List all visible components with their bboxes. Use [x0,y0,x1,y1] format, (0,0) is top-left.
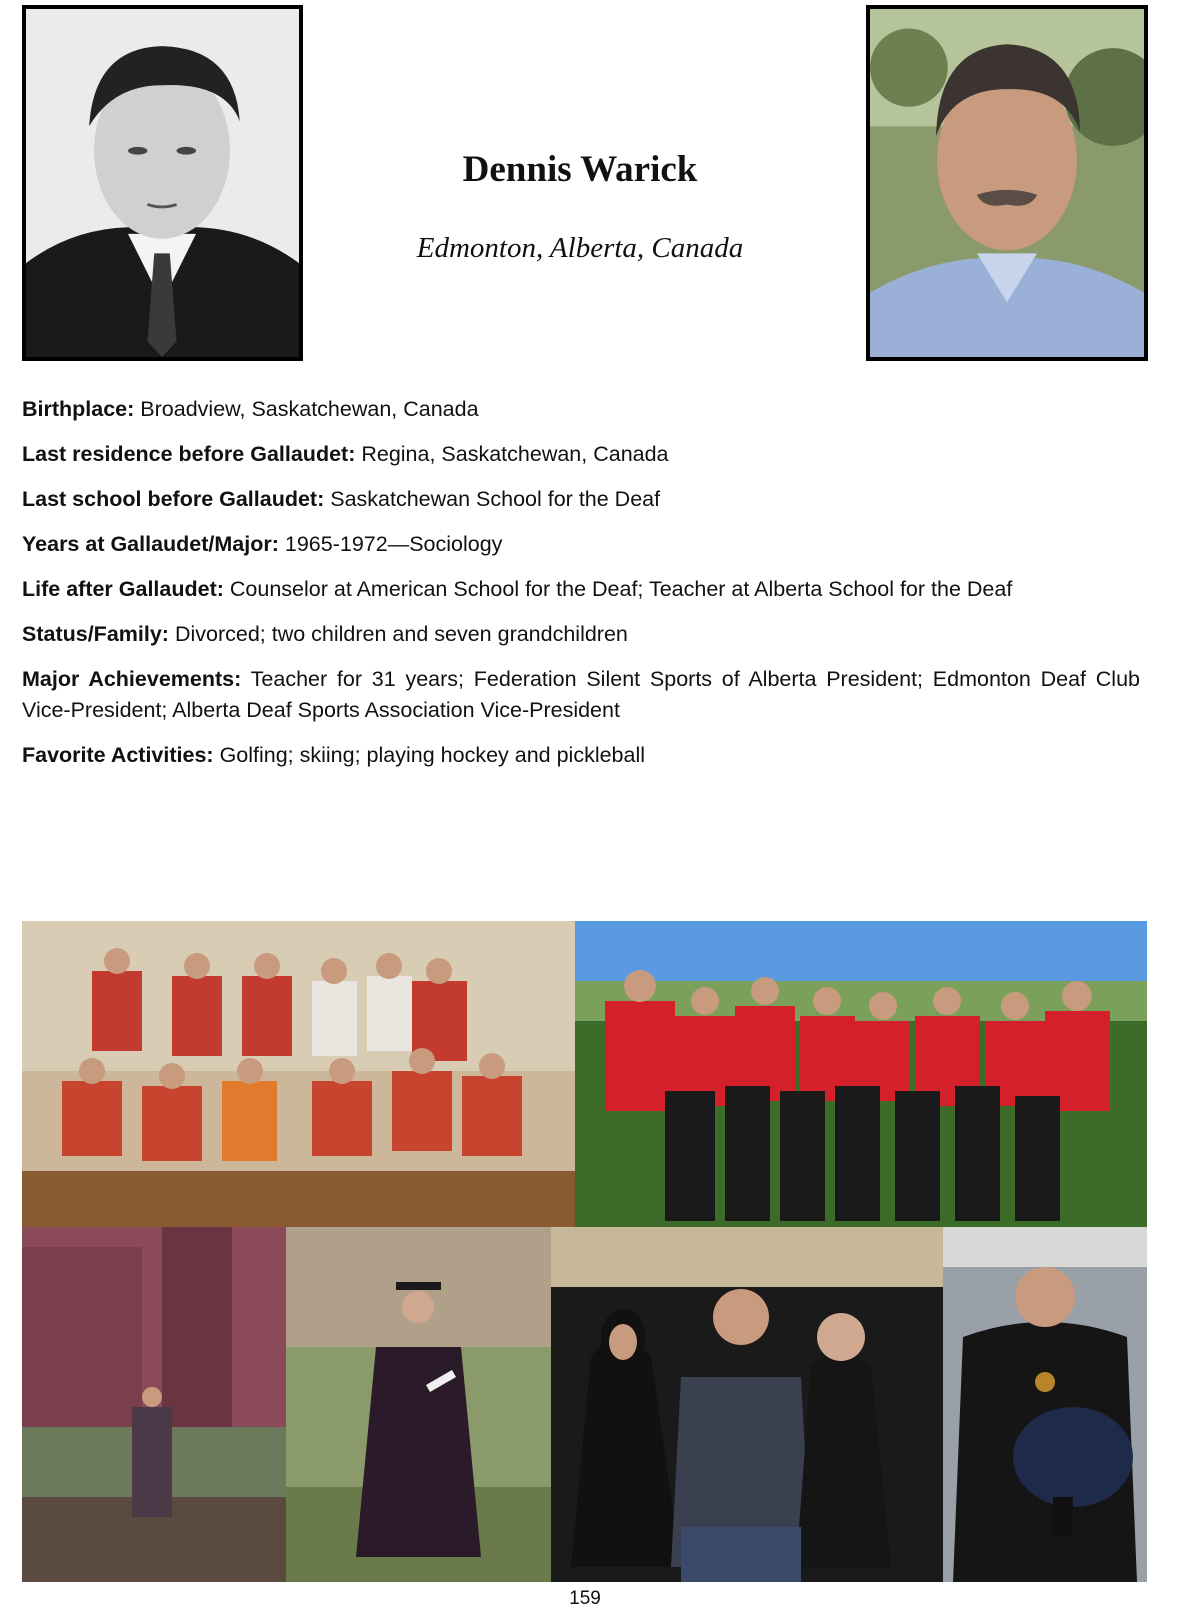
fact-label: Last residence before Gallaudet: [22,442,356,466]
page-number: 159 [569,1588,601,1609]
fact-value: 1965-1972—Sociology [284,532,503,556]
fact-value: Divorced; two children and seven grandchildren [174,622,628,646]
fact-value: Regina, Saskatchewan, Canada [361,442,669,466]
fact-value: Teacher for 31 years; Federation Silent Sports of Alberta President; Edmonton Deaf Club Vice-President; Alberta Deaf Sports Association Vice-President [22,667,1140,722]
fact-value: Saskatchewan School for the Deaf [330,487,661,511]
biography-facts [22,394,1140,785]
campus-building-photo [22,1227,286,1582]
fact-years-major [22,529,1140,560]
fact-last-school [22,484,1140,515]
fact-life-after [22,574,1140,605]
fact-label: Last school before Gallaudet: [22,487,325,511]
person-location: Edmonton, Alberta, Canada [416,232,744,264]
fact-label: Status/Family: [22,622,169,646]
fact-value: Broadview, Saskatchewan, Canada [140,397,479,421]
fact-label: Birthplace: [22,397,135,421]
graduation-photo [286,1227,551,1582]
fact-activities [22,740,1140,771]
person-name: Dennis Warick [462,149,698,190]
fact-last-residence [22,439,1140,470]
pickleball-photo [943,1227,1147,1582]
fact-label: Favorite Activities: [22,743,214,767]
fact-value: Golfing; skiing; playing hockey and pickleball [219,743,646,767]
golf-team-photo [575,921,1147,1227]
fact-value: Counselor at American School for the Deaf; Teacher at Alberta School for the Deaf [229,577,1013,601]
fact-birthplace [22,394,1140,425]
portrait-young-photo [22,5,303,361]
fact-status-family [22,619,1140,650]
fact-label: Major Achievements: [22,667,242,691]
portrait-recent-photo [866,5,1148,361]
hockey-team-photo [22,921,575,1227]
fact-label: Life after Gallaudet: [22,577,224,601]
fact-label: Years at Gallaudet/Major: [22,532,279,556]
family-photo [551,1227,943,1582]
fact-achievements [22,664,1140,726]
